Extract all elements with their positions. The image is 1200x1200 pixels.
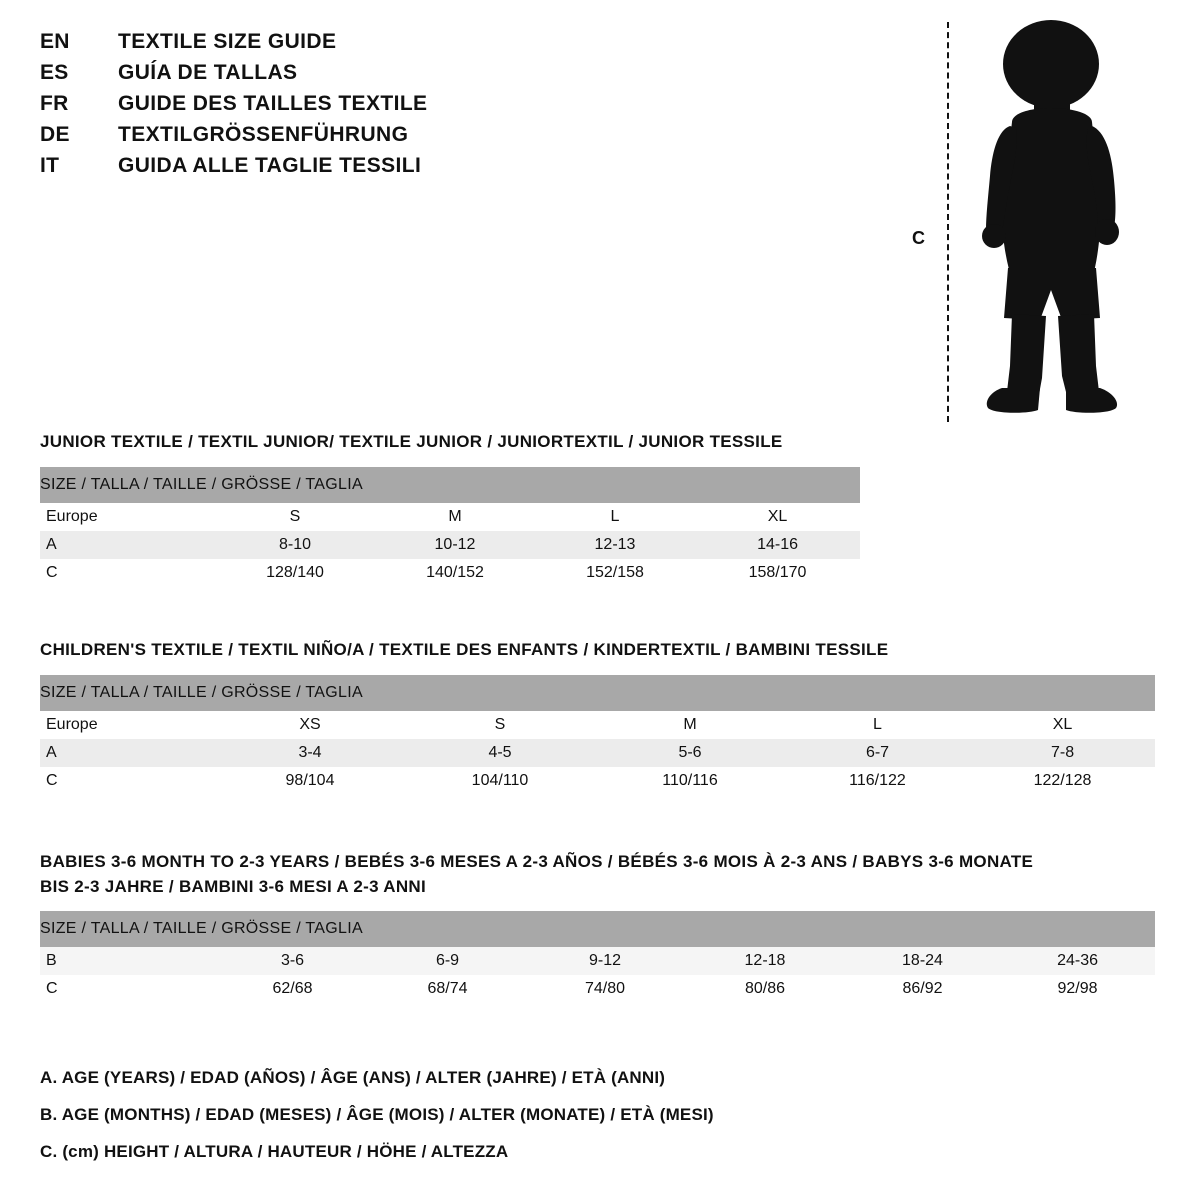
table-row — [40, 711, 1155, 739]
section-title: BABIES 3-6 MONTH TO 2-3 YEARS / BEBÉS 3-6 MESES A 2-3 AÑOS / BÉBÉS 3-6 MOIS À 2-3 ANS / BABYS 3-6 MONATE BIS 2-3 JAHRE / BAMBINI 3-6 MESI A 2-3 ANNI — [40, 852, 1034, 896]
child-silhouette-icon — [950, 18, 1150, 423]
row-label: Europe — [40, 711, 215, 739]
table-cell: 74/80 — [525, 975, 685, 1003]
table-cell: 80/86 — [685, 975, 845, 1003]
table-cell: XL — [695, 503, 860, 531]
table-cell: 8-10 — [215, 531, 375, 559]
measure-label-c: C — [912, 228, 925, 248]
height-dashed-line — [947, 22, 949, 422]
row-label: C — [40, 767, 215, 795]
table-cell: 158/170 — [695, 559, 860, 587]
height-measure-figure — [890, 10, 1150, 420]
size-band-label: SIZE / TALLA / TAILLE / GRÖSSE / TAGLIA — [40, 467, 860, 503]
section-babies-textile — [40, 850, 1155, 1003]
section-title: CHILDREN'S TEXTILE / TEXTIL NIÑO/A / TEXTILE DES ENFANTS / KINDERTEXTIL / BAMBINI TESSILE — [40, 640, 889, 659]
language-title: TEXTILE SIZE GUIDE — [118, 30, 337, 53]
language-code: DE — [40, 123, 70, 146]
table-cell: 116/122 — [785, 767, 970, 795]
table-cell: 9-12 — [525, 947, 685, 975]
footnote-height-cm: C. (cm) HEIGHT / ALTURA / HAUTEUR / HÖHE / ALTEZZA — [40, 1142, 509, 1161]
children-size-table — [40, 675, 1155, 795]
table-cell: S — [215, 503, 375, 531]
table-row — [40, 739, 1155, 767]
size-band-label: SIZE / TALLA / TAILLE / GRÖSSE / TAGLIA — [40, 911, 1155, 947]
row-label: Europe — [40, 503, 215, 531]
table-row — [40, 975, 1155, 1003]
table-cell: 86/92 — [845, 975, 1000, 1003]
table-cell: 18-24 — [845, 947, 1000, 975]
table-row — [40, 503, 860, 531]
table-cell: 110/116 — [595, 767, 785, 795]
table-cell: L — [785, 711, 970, 739]
table-cell: 7-8 — [970, 739, 1155, 767]
table-cell: 152/158 — [535, 559, 695, 587]
table-row — [40, 947, 1155, 975]
footnote-age-months: B. AGE (MONTHS) / EDAD (MESES) / ÂGE (MOIS) / ALTER (MONATE) / ETÀ (MESI) — [40, 1105, 714, 1124]
babies-size-table — [40, 911, 1155, 1003]
table-band-row — [40, 675, 1155, 711]
table-row — [40, 559, 860, 587]
row-label: A — [40, 739, 215, 767]
table-cell: 98/104 — [215, 767, 405, 795]
table-cell: 3-4 — [215, 739, 405, 767]
table-band-row — [40, 911, 1155, 947]
language-title: GUIDE DES TAILLES TEXTILE — [118, 92, 428, 115]
table-cell: 14-16 — [695, 531, 860, 559]
language-code: FR — [40, 92, 69, 115]
table-cell: 12-18 — [685, 947, 845, 975]
row-label: B — [40, 947, 215, 975]
language-row — [40, 61, 800, 85]
table-cell: 128/140 — [215, 559, 375, 587]
table-cell: M — [375, 503, 535, 531]
table-cell: S — [405, 711, 595, 739]
table-cell: 6-7 — [785, 739, 970, 767]
table-cell: 12-13 — [535, 531, 695, 559]
language-row — [40, 154, 800, 178]
table-cell: 5-6 — [595, 739, 785, 767]
section-title: JUNIOR TEXTILE / TEXTIL JUNIOR/ TEXTILE JUNIOR / JUNIORTEXTIL / JUNIOR TESSILE — [40, 432, 783, 451]
table-cell: XS — [215, 711, 405, 739]
table-cell: 4-5 — [405, 739, 595, 767]
table-cell: 92/98 — [1000, 975, 1155, 1003]
table-row — [40, 767, 1155, 795]
table-cell: 68/74 — [370, 975, 525, 1003]
language-code: ES — [40, 61, 69, 84]
size-band-label: SIZE / TALLA / TAILLE / GRÖSSE / TAGLIA — [40, 675, 1155, 711]
table-cell: 104/110 — [405, 767, 595, 795]
table-cell: 10-12 — [375, 531, 535, 559]
table-cell: 140/152 — [375, 559, 535, 587]
table-cell: 3-6 — [215, 947, 370, 975]
junior-size-table — [40, 467, 860, 587]
language-row — [40, 92, 800, 116]
language-title: TEXTILGRÖSSENFÜHRUNG — [118, 123, 409, 146]
table-cell: L — [535, 503, 695, 531]
language-title: GUÍA DE TALLAS — [118, 61, 298, 84]
language-row — [40, 123, 800, 147]
language-code: EN — [40, 30, 70, 53]
footnote-age-years: A. AGE (YEARS) / EDAD (AÑOS) / ÂGE (ANS) / ALTER (JAHRE) / ETÀ (ANNI) — [40, 1068, 666, 1087]
table-row — [40, 531, 860, 559]
table-cell: XL — [970, 711, 1155, 739]
table-cell: 122/128 — [970, 767, 1155, 795]
language-row — [40, 30, 800, 54]
language-title: GUIDA ALLE TAGLIE TESSILI — [118, 154, 422, 177]
section-junior-textile — [40, 430, 860, 587]
language-code: IT — [40, 154, 60, 177]
row-label: A — [40, 531, 215, 559]
table-cell: 6-9 — [370, 947, 525, 975]
footnotes — [40, 1068, 1140, 1179]
table-cell: 62/68 — [215, 975, 370, 1003]
table-band-row — [40, 467, 860, 503]
row-label: C — [40, 559, 215, 587]
row-label: C — [40, 975, 215, 1003]
table-cell: M — [595, 711, 785, 739]
table-cell: 24-36 — [1000, 947, 1155, 975]
language-header — [40, 30, 800, 185]
section-children-textile — [40, 638, 1155, 795]
